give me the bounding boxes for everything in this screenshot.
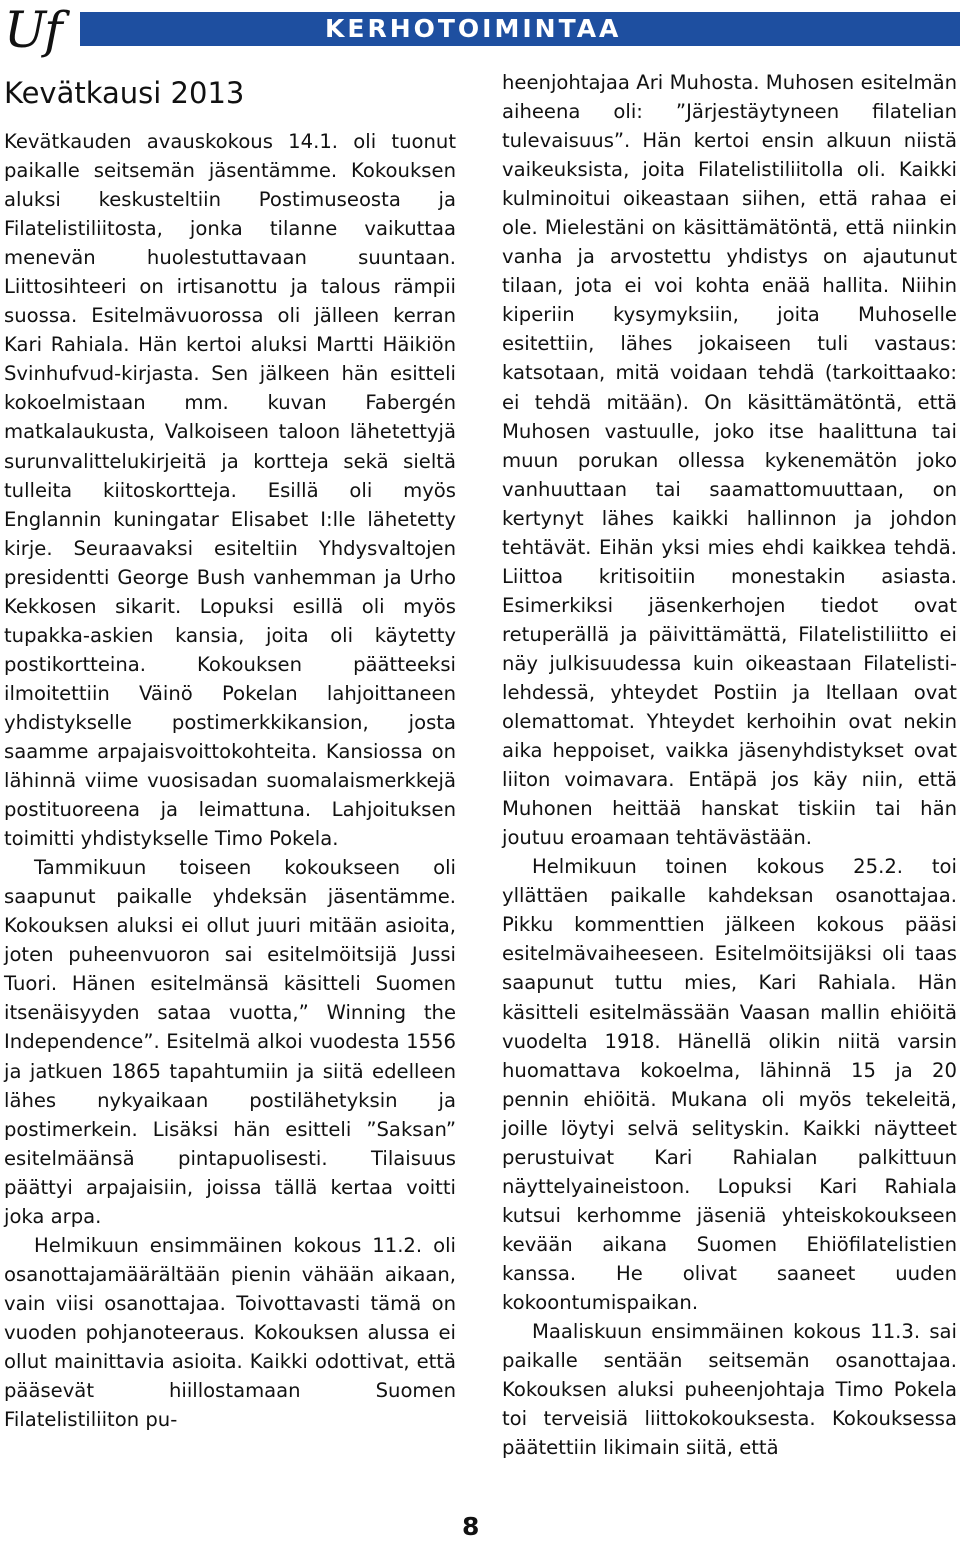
paragraph-muhonen: heenjohtajaa Ari Muhosta. Muhosen esitelmän aiheena oli: ”Järjestäytyneen filatelian tulevaisuus”. Hän kertoi ensin alkuun niistä vaikeuksista, joita Filatelistiliitolla oli. Kaikki kulminoitui oikeastaan siihen, että rahaa ei ole. Mielestäni on käsittämätöntä, että niinkin vanha ja arvostettu yhdistys on ajautunut tilaan, jota ei voi kohta enää hallita. Niihin kiperiin kysymyksiin, joita Muhoselle esitettiin, lähes jokaiseen tuli vastaus: katsotaan, mitä voidaan tehdä (tarkoittaako: ei tehdä mitään). On käsittämätöntä, että Muhosen vastuulle, joko itse haalittuna tai muun porukan ollessa kykenemätön joko vanhuuttaan tai saamattomuuttaan, on kertynyt lähes kaikki hallinnon ja johdon tehtävät. Eihän yksi mies ehdi kaikkea tehdä. Liittoa kritisoitiin monestakin asiasta. Esimerkiksi jäsenkerhojen tiedot ovat retuperällä ja päivittämättä, Filatelistiliitto ei näy julkisuudessa kuin oikeastaan Filatelisti-lehdessä, yhteydet Postiin ja Itellaan ovat olemattomat. Yhteydet kerhoihin ovat nekin aika heppoiset, vaikka jäsenyhdistykset ovat liiton voimavara. Entäpä jos käy niin, että Muhonen heittää hanskat tiskiin tai hän joutuu eroamaan tehtävästään. bbox=[502, 71, 957, 850]
left-column bbox=[4, 70, 456, 1434]
section-banner bbox=[80, 12, 960, 46]
magazine-logo: Uf bbox=[4, 1, 61, 59]
paragraph-maaliskuu-ensimmainen: Maaliskuun ensimmäinen kokous 11.3. sai paikalle sentään seitsemän osanottajaa. Kokouksen aluksi puheenjohtaja Timo Pokela toi terveisiä liittokokouksesta. Kokouksessa päätettiin likimain siitä, että bbox=[502, 1320, 957, 1460]
paragraph-helmikuu-toinen: Helmikuun toinen kokous 25.2. toi yllättäen paikalle kahdeksan osanottajaa. Pikku kommenttien jälkeen kokous pääsi esitelmävaiheeseen. Esitelmöitsijäksi oli taas saapunut tuttu mies, Kari Rahiala. Hän käsitteli esitelmässään Vaasan mallin ehiöitä vuodelta 1918. Hänellä olikin niitä varsin huomattava kokoelma, lähinnä 15 ja 20 pennin ehiöitä. Mukana oli myös tekeleitä, joille löytyi selvä selityskin. Kaikki näytteet perustuivat Kari Rahialan palkittuun näyttelyaineistoon. Lopuksi Kari Rahiala kutsui kerhomme jäseniä yhteiskokoukseen kevään aikana Suomen Ehiöfilatelistien kanssa. He olivat saaneet uuden kokoontumispaikan. bbox=[502, 855, 957, 1314]
article-title: Kevätkausi 2013 bbox=[4, 76, 245, 110]
right-column bbox=[502, 68, 957, 1462]
paragraph-avauskokous: Kevätkauden avauskokous 14.1. oli tuonut paikalle seitsemän jäsentämme. Kokouksen aluksi keskusteltiin Postimuseosta ja Filatelistiliitosta, jonka tilanne vaikuttaa menevän huolestuttavaan suuntaan. Liittosihteeri on irtisanottu ja talous rämpii suossa. Esitelmävuorossa oli jälleen kerran Kari Rahiala. Hän kertoi aluksi Martti Häikiön Svinhufvud-kirjasta. Sen jälkeen hän esitteli kokoelmistaan mm. kuvan Fabergén matkalaukusta, Valkoiseen taloon lähetettyjä surunvalittelukirjeitä ja kortteja sekä sieltä tulleita kiitoskortteja. Esillä oli myös Englannin kuningatar Elisabet I:lle lähetetty kirje. Seuraavaksi esiteltiin Yhdysvaltojen presidentti George Bush vanhemman ja Urho Kekkosen sikarit. Lopuksi esillä oli myös tupakka-askien kansia, joita oli käytetty postikortteina. Kokouksen päätteeksi ilmoitettiin Väinö Pokelan lahjoittaneen yhdistykselle postimerkkikansion, josta saamme arpajaisvoittokohteita. Kansiossa on lähinnä viime vuosisadan suomalaismerkkejä postituoreena ja leimattuna. Lahjoituksen toimitti yhdistykselle Timo Pokela. bbox=[4, 130, 456, 851]
paragraph-helmikuu-ensimmainen: Helmikuun ensimmäinen kokous 11.2. oli osanottajamäärältään pienin vähään aikaan, vain viisi osanottajaa. Toivottavasti tämä on vuoden pohjanoteeraus. Kokouksen alussa ei ollut mainittavia asioita. Kaikki odottivat, että pääsevät hiillostamaan Suomen Filatelistiliiton pu- bbox=[4, 1233, 456, 1432]
section-title: KERHOTOIMINTAA bbox=[325, 14, 622, 43]
page-number: 8 bbox=[462, 1512, 480, 1541]
paragraph-tammikuu-toinen: Tammikuun toiseen kokoukseen oli saapunut paikalle yhdeksän jäsentämme. Kokouksen aluksi ei ollut juuri mitään asioita, joten puheenvuoron sai esitelmöitsijä Jussi Tuori. Hänen esitelmänsä käsitteli Suomen itsenäisyyden sataa vuotta,” Winning the Independence”. Esitelmä alkoi vuodesta 1556 ja jatkuen 1865 tapahtumiin ja siitä edelleen lähes nykyaikaan postilähetyksin ja postimerkein. Lisäksi hän esitteli ”Saksan” esitelmäänsä pintapuolisesti. Tilaisuus päättyi arpajaisiin, joissa tällä kertaa voitti joka arpa. bbox=[4, 856, 456, 1228]
